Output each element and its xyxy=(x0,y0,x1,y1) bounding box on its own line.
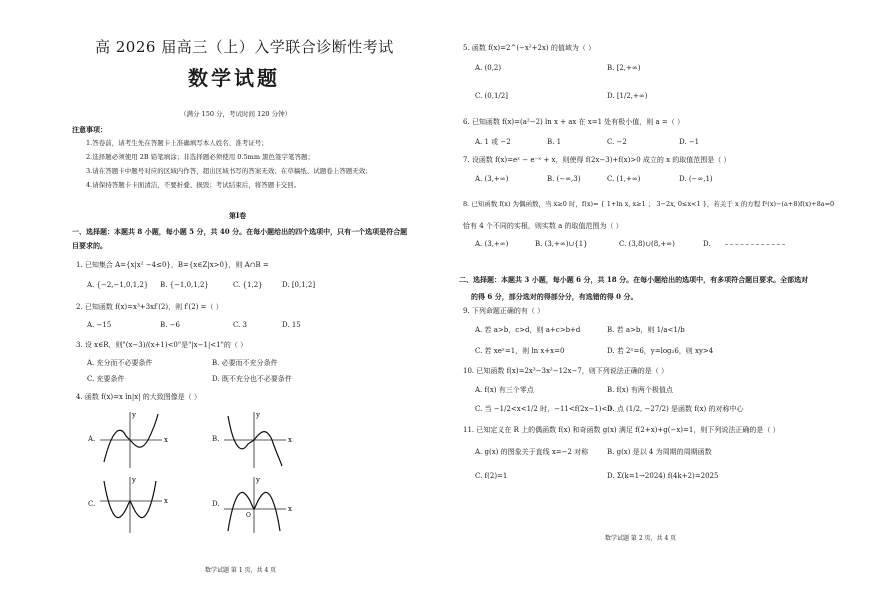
q8-option-a: A. (3,+∞) xyxy=(475,240,509,248)
q7-option-c: C. (1,+∞) xyxy=(607,175,641,183)
section2-instructions: 二、选择题：本题共 3 小题，每小题 6 分，共 18 分。在每小题给出的选项中，有多项符合题目要求。全部选对 xyxy=(459,275,809,284)
page-footer: 数学试题 第 2 页，共 4 页 xyxy=(605,535,677,542)
axis-x-label: x xyxy=(164,436,168,444)
q11-option-b: B. g(x) 是以 4 为周期的周期函数 xyxy=(607,448,712,456)
q7-option-a: A. (3,+∞) xyxy=(475,175,509,183)
q11-option-a: A. g(x) 的图象关于直线 x=−2 对称 xyxy=(475,448,589,456)
q6-option-d: D. −1 xyxy=(679,138,700,146)
question-8-stem-cont: 恰有 4 个不同的实根，则实数 a 的取值范围为（ ） xyxy=(463,222,623,230)
page-footer: 数学试题 第 1 页，共 4 页 xyxy=(205,567,277,574)
q4-graph-b xyxy=(222,410,292,470)
axis-y-label: y xyxy=(256,476,260,484)
q3-option-a: A. 充分而不必要条件 xyxy=(87,359,153,367)
question-4-stem: 4. 函数 f(x)=x ln|x| 的大致图像是（ ） xyxy=(76,393,202,401)
q11-option-c: C. f(2)=1 xyxy=(475,472,508,480)
q4-graph-d xyxy=(222,475,292,535)
q4-graph-c xyxy=(98,475,168,535)
q5-option-b: B. [2,+∞) xyxy=(607,64,641,72)
question-7-stem: 7. 设函数 f(x)=eˣ − e⁻ˣ + x，则使得 f(2x−3)+f(x)>0 成立的 x 的取值范围是（ ） xyxy=(463,156,731,164)
q10-option-a: A. f(x) 有三个零点 xyxy=(475,386,534,394)
exam-page-2 xyxy=(435,0,870,614)
q7-option-b: B. (−∞,3) xyxy=(547,175,581,183)
axis-x-label: x xyxy=(288,436,292,444)
axis-y-label: y xyxy=(256,411,260,419)
q6-option-b: B. 1 xyxy=(547,138,562,146)
q4-option-a-label: A. xyxy=(88,435,96,443)
q9-option-b: B. 若 a>b，则 1/a<1/b xyxy=(607,326,685,334)
subject-title: 数学试题 xyxy=(188,66,280,90)
q5-option-d: D. [1/2,+∞) xyxy=(607,92,648,100)
q8-option-d: D. xyxy=(703,240,711,248)
q3-option-b: B. 必要而不充分条件 xyxy=(212,359,278,367)
q2-option-b: B. −6 xyxy=(160,321,180,329)
section1-instructions-cont: 目要求的。 xyxy=(72,241,107,250)
q8-option-b: B. (3,+∞)∪{1} xyxy=(535,240,588,248)
note-item: 4.请保持答题卡卡面清洁，不要折叠、损毁；考试结束后，将答题卡交回。 xyxy=(86,181,301,189)
q9-option-d: D. 若 2ˣ=6，y=log₃6，则 xy>4 xyxy=(607,347,714,355)
q1-option-a: A. {−2,−1,0,1,2} xyxy=(87,281,149,289)
axis-x-label: x xyxy=(164,497,168,505)
q5-option-c: C. (0,1/2] xyxy=(475,92,508,100)
q1-option-b: B. {−1,0,1,2} xyxy=(160,281,209,289)
exam-title: 高 2026 届高三（上）入学联合诊断性考试 xyxy=(95,38,394,56)
q2-option-c: C. 3 xyxy=(233,321,248,329)
q5-option-a: A. (0,2) xyxy=(475,64,502,72)
q8-option-c: C. (3,8)∪(8,+∞) xyxy=(619,240,675,248)
exam-info: （满分 150 分，考试时间 120 分钟） xyxy=(180,110,292,118)
q11-option-d: D. Σ(k=1→2024) f(4k+2)=2025 xyxy=(607,472,719,480)
question-3-stem: 3. 设 x∈R，则"(x−3)/(x+1)<0"是"|x−1|<1"的（ ） xyxy=(76,341,248,349)
question-11-stem: 11. 已知定义在 R 上的偶函数 f(x) 和奇函数 g(x) 满足 f(2+x)+g(−x)=1，则下列说法正确的是（ ） xyxy=(463,426,780,434)
question-1-stem: 1. 已知集合 A={x|x² −4≤0}，B={x∈Z|x>0}，则 A∩B = xyxy=(76,261,269,269)
note-item: 3.请在答题卡中题号对应的区域内作答，超出区域书写的答案无效；在草稿纸、试题卷上答题无效； xyxy=(86,167,372,175)
question-10-stem: 10. 已知函数 f(x)=2x³−3x²−12x−7，则下列说法正确的是（ ） xyxy=(463,367,668,375)
question-8-stem: 8. 已知函数 f(x) 为偶函数，当 x≥0 时，f(x)= { 1+ln x, x≥1 ； 3−2x, 0≤x<1 }，若关于 x 的方程 f²(x)−(a+8)f(x)+8a=0 xyxy=(463,200,835,208)
q4-graph-a xyxy=(98,410,168,470)
question-9-stem: 9. 下列命题正确的有（ ） xyxy=(463,307,545,315)
q9-option-c: C. 若 xeˣ=1，则 ln x+x=0 xyxy=(475,347,565,355)
question-2-stem: 2. 已知函数 f(x)=x³+3xf′(2)，则 f′(2) =（ ） xyxy=(76,303,223,311)
q6-option-a: A. 1 或 −2 xyxy=(475,138,511,146)
axis-y-label: y xyxy=(132,411,136,419)
q2-option-d: D. 15 xyxy=(282,321,301,329)
notes-heading: 注意事项： xyxy=(72,125,107,134)
q9-option-a: A. 若 a>b，c>d，则 a+c>b+d xyxy=(475,326,581,334)
q2-option-a: A. −15 xyxy=(87,321,112,329)
q3-option-d: D. 既不充分也不必要条件 xyxy=(212,375,292,383)
q1-option-d: D. [0,1,2] xyxy=(282,281,316,289)
origin-label: O xyxy=(246,512,251,519)
q4-option-c-label: C. xyxy=(88,500,96,508)
q6-option-c: C. −2 xyxy=(607,138,627,146)
q7-option-d: D. (−∞,1) xyxy=(679,175,713,183)
note-item: 2.选择题必须使用 2B 铅笔填涂；非选择题必须使用 0.5mm 黑色签字笔答题； xyxy=(86,153,315,161)
q4-option-d-label: D. xyxy=(212,500,220,508)
section2-instructions-cont: 的得 6 分，部分选对的得部分分，有选错的得 0 分。 xyxy=(471,292,638,301)
q10-option-c: C. 当 −1/2<x<1/2 时，−11<f(2x−1)<0 xyxy=(475,405,612,413)
q4-option-b-label: B. xyxy=(212,435,220,443)
question-5-stem: 5. 函数 f(x)=2^(−x²+2x) 的值域为（ ） xyxy=(463,44,596,52)
q10-option-d: D. 点 (1/2, −27/2) 是函数 f(x) 的对称中心 xyxy=(607,405,744,413)
q1-option-c: C. {1,2} xyxy=(233,281,263,289)
question-6-stem: 6. 已知函数 f(x)=(a²−2) ln x + ax 在 x=1 处有极小值，则 a =（ ） xyxy=(463,118,684,126)
q10-option-b: B. f(x) 有两个极值点 xyxy=(607,386,673,394)
axis-x-label: x xyxy=(288,505,292,513)
volume-heading: 第Ⅰ卷 xyxy=(229,211,247,220)
axis-y-label: y xyxy=(132,476,136,484)
q3-option-c: C. 充要条件 xyxy=(87,375,125,383)
faint-mark xyxy=(725,244,785,245)
section1-instructions: 一、选择题：本题共 8 小题，每小题 5 分，共 40 分。在每小题给出的四个选项中，只有一个选项是符合题 xyxy=(72,227,408,236)
note-item: 1.答卷前，请考生先在答题卡上准确填写本人姓名、准考证号； xyxy=(86,139,268,147)
